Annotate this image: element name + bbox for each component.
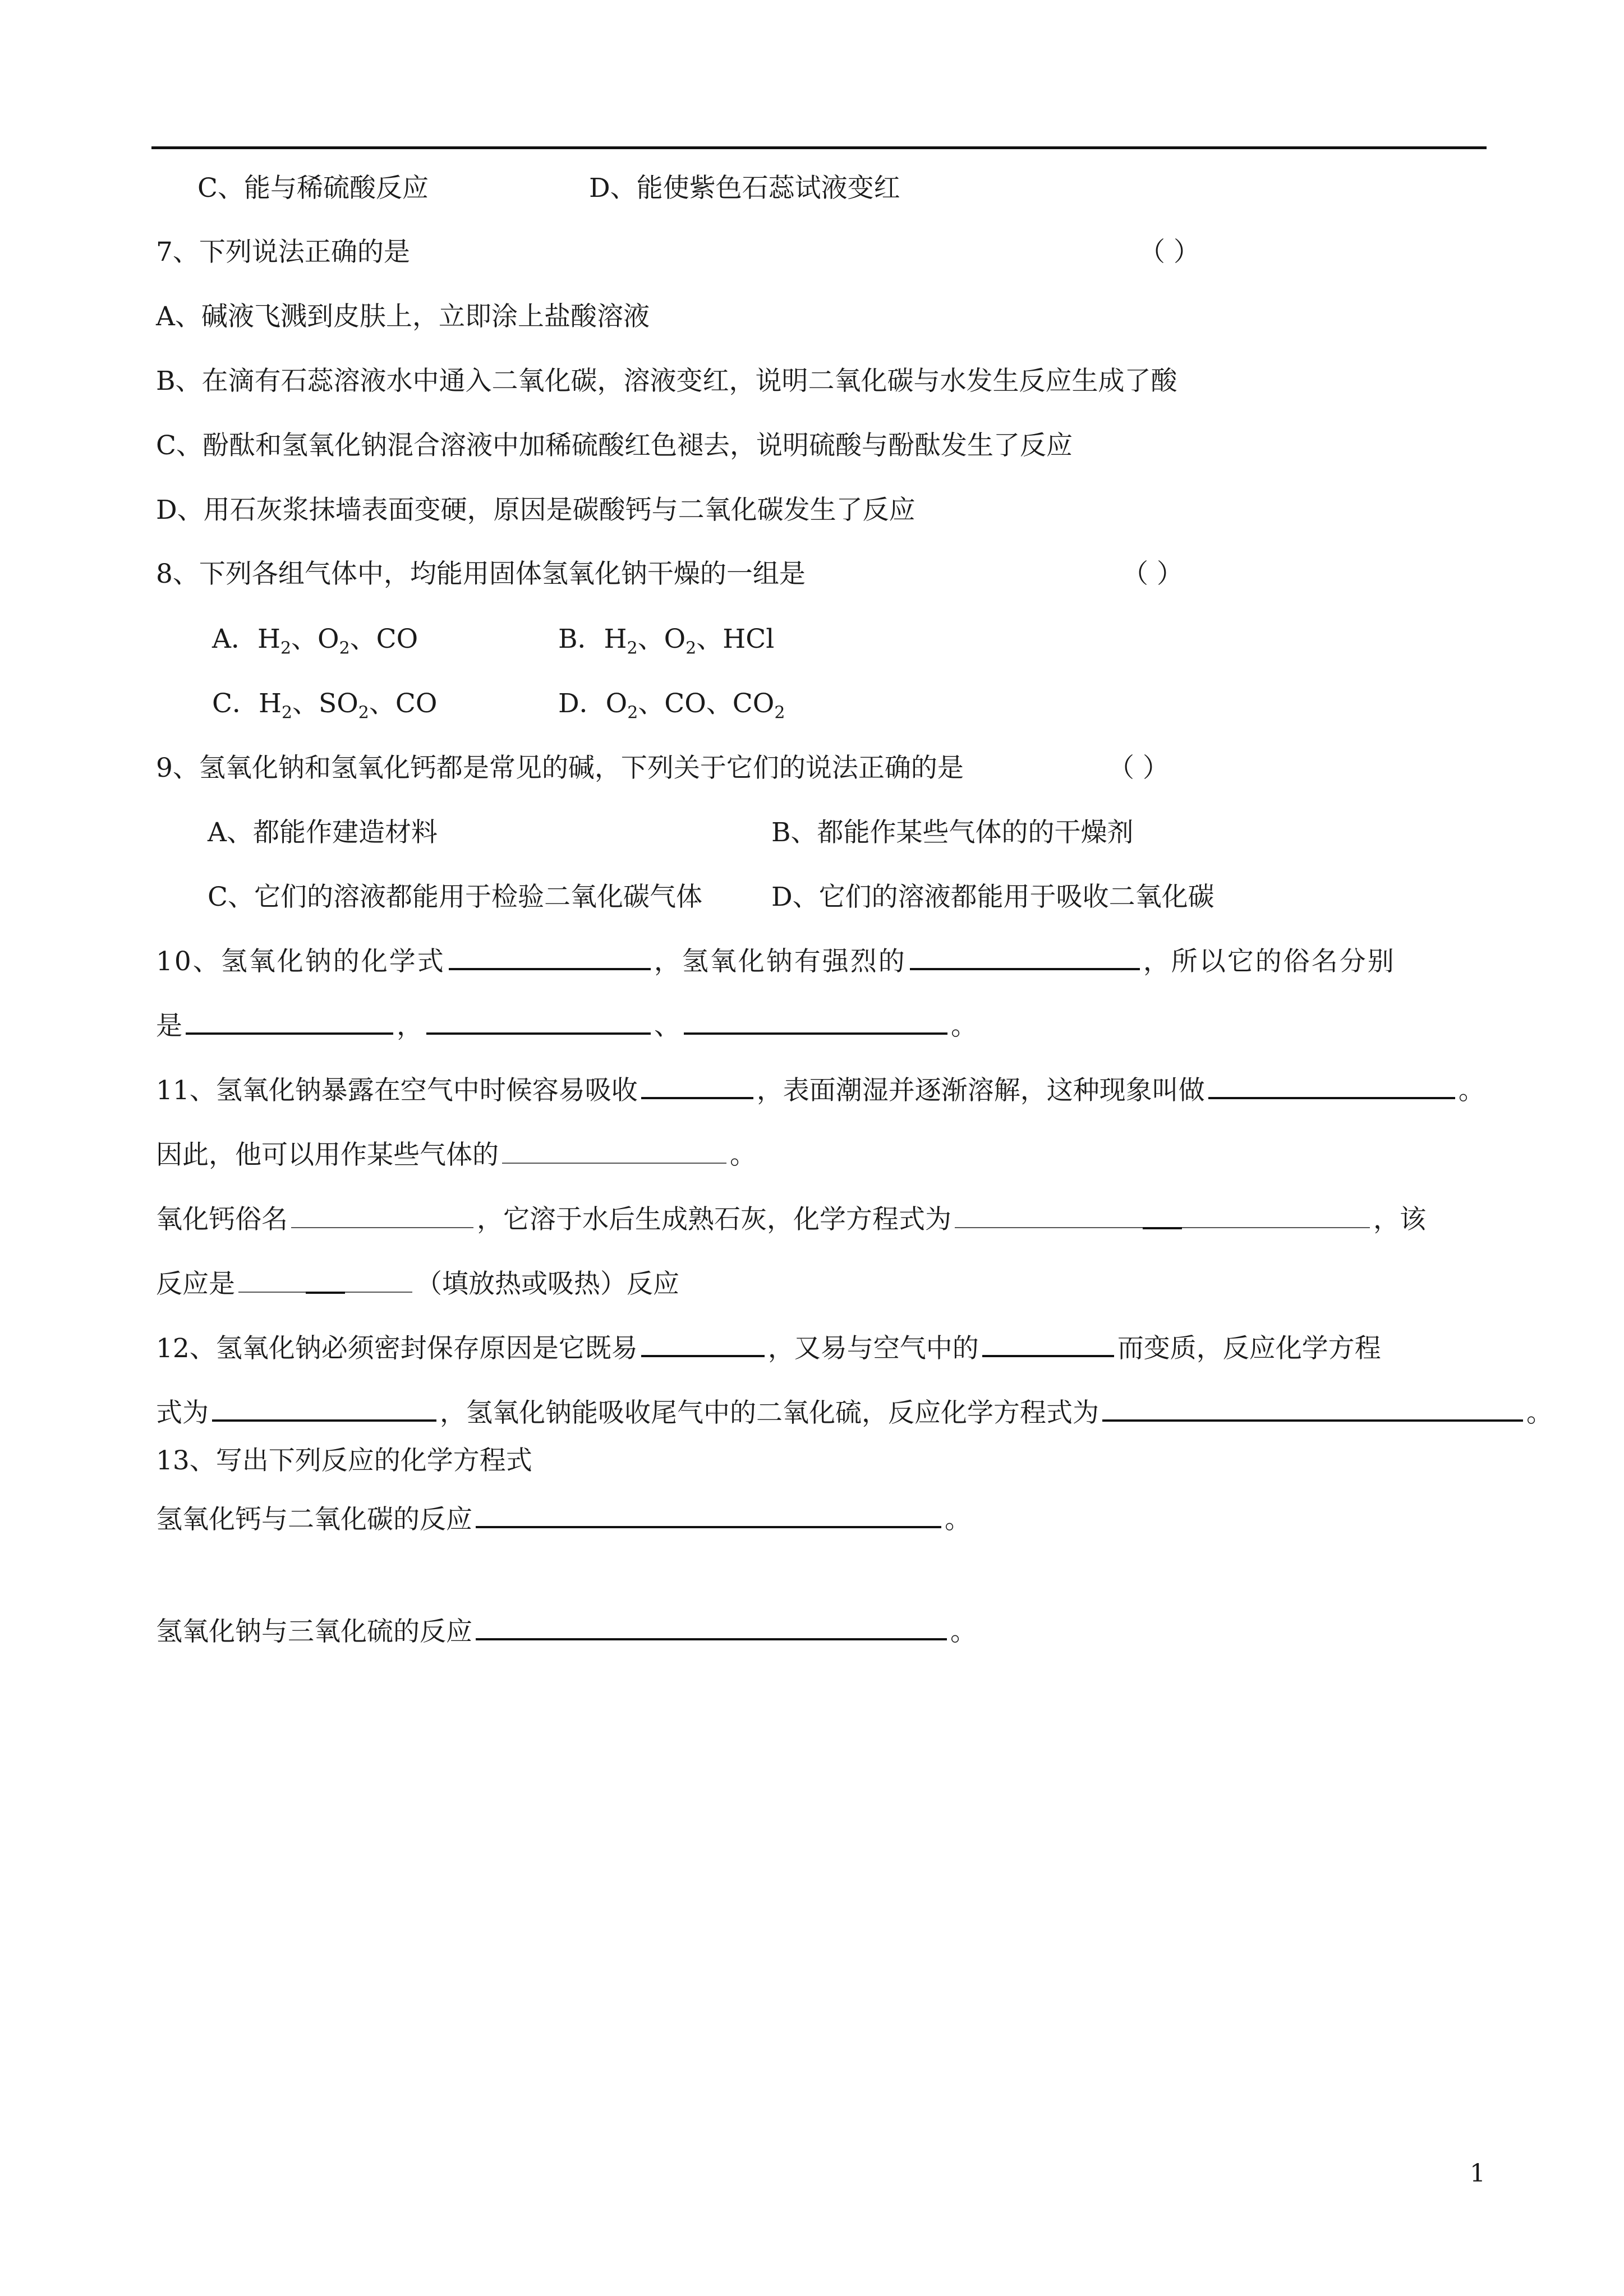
q8-option-d: D．$O_2$、CO、$CO_2$	[558, 688, 785, 723]
q10-line1: 10、氢氧化钠的化学式 ，氢氧化钠有强烈的 ，所以它的俗名分别	[156, 946, 1396, 977]
q11-blank-cao-name[interactable]	[291, 1205, 473, 1228]
q12-blank-equation1[interactable]	[212, 1397, 436, 1422]
q9-option-d: D、它们的溶液都能用于吸收二氧化碳	[771, 882, 1214, 912]
q11-line1: 11、氢氧化钠暴露在空气中时候容易吸收 ，表面潮湿并逐渐溶解，这种现象叫做 。	[156, 1075, 1485, 1106]
q8-answer-paren: （ ）	[1122, 559, 1183, 589]
q9-option-b: B、都能作某些气体的的干燥剂	[771, 817, 1134, 848]
q10-blank-name2[interactable]	[426, 1010, 651, 1035]
q9-option-a: A、都能作建造材料	[208, 817, 438, 848]
q7-option-d: D、用石灰浆抹墙表面变硬，原因是碳酸钙与二氧化碳发生了反应	[156, 495, 915, 525]
q10-blank-property[interactable]	[910, 946, 1140, 970]
q8-option-c: C．$H_2$、$SO_2$、CO	[212, 688, 438, 723]
q13-stem: 13、写出下列反应的化学方程式	[156, 1445, 532, 1476]
q7-option-c: C、酚酞和氢氧化钠混合溶液中加稀硫酸红色褪去，说明硫酸与酚酞发生了反应	[156, 430, 1073, 461]
q7-stem: 7、下列说法正确的是	[156, 237, 410, 268]
q12-blank-equation2[interactable]	[1102, 1397, 1523, 1422]
q13-blank-equation1[interactable]	[476, 1504, 941, 1528]
q11-blank-heat[interactable]	[238, 1269, 412, 1293]
q7-answer-paren: （ ）	[1139, 237, 1200, 268]
q7-option-b: B、在滴有石蕊溶液水中通入二氧化碳，溶液变红，说明二氧化碳与水发生反应生成了酸	[156, 366, 1177, 397]
q7-option-a: A、碱液飞溅到皮肤上，立即涂上盐酸溶液	[156, 301, 650, 332]
q11-line2: 因此，他可以用作某些气体的 。	[156, 1140, 756, 1170]
q8-option-a: A．$H_2$、$O_2$、CO	[212, 624, 418, 658]
q13-reaction2: 氢氧化钠与三氧化硫的反应 。	[156, 1616, 977, 1647]
q10-line2: 是 ， 、 。	[156, 1011, 977, 1041]
q11-blank-desiccant[interactable]	[502, 1140, 726, 1164]
q10-blank-formula[interactable]	[449, 946, 651, 970]
page-number: 1	[1470, 2159, 1485, 2188]
q11-line3: 氧化钙俗名 ，它溶于水后生成熟石灰，化学方程式为 ，该	[156, 1204, 1426, 1235]
q12-blank-air-component[interactable]	[982, 1333, 1114, 1357]
q9-option-c: C、它们的溶液都能用于检验二氧化碳气体	[208, 882, 702, 912]
q10-blank-name3[interactable]	[684, 1010, 947, 1035]
q12-line2: 式为 ，氢氧化钠能吸收尾气中的二氧化硫，反应化学方程式为 。	[156, 1398, 1553, 1428]
q8-option-b: B．$H_2$、$O_2$、HCl	[558, 624, 775, 658]
q11-blank-phenomenon[interactable]	[1208, 1075, 1455, 1099]
q9-stem: 9、氢氧化钠和氢氧化钙都是常见的碱，下列关于它们的说法正确的是	[156, 753, 964, 783]
q11-line4: 反应是 （填放热或吸热）反应	[156, 1269, 679, 1299]
q10-blank-name1[interactable]	[186, 1010, 393, 1035]
q6-option-c: C、能与稀硫酸反应	[197, 173, 429, 204]
q13-blank-equation2[interactable]	[476, 1616, 947, 1640]
q11-blank-equation[interactable]	[955, 1205, 1370, 1228]
header-rule	[151, 146, 1487, 149]
q8-stem: 8、下列各组气体中，均能用固体氢氧化钠干燥的一组是	[156, 559, 806, 589]
q12-line1: 12、氢氧化钠必须密封保存原因是它既易 ，又易与空气中的 而变质，反应化学方程	[156, 1333, 1381, 1364]
q11-blank-absorb[interactable]	[641, 1075, 753, 1099]
q6-option-d: D、能使紫色石蕊试液变红	[589, 173, 900, 204]
q9-answer-paren: （ ）	[1108, 753, 1169, 783]
q12-blank-easily[interactable]	[641, 1333, 765, 1357]
q13-reaction1: 氢氧化钙与二氧化碳的反应 。	[156, 1504, 971, 1535]
